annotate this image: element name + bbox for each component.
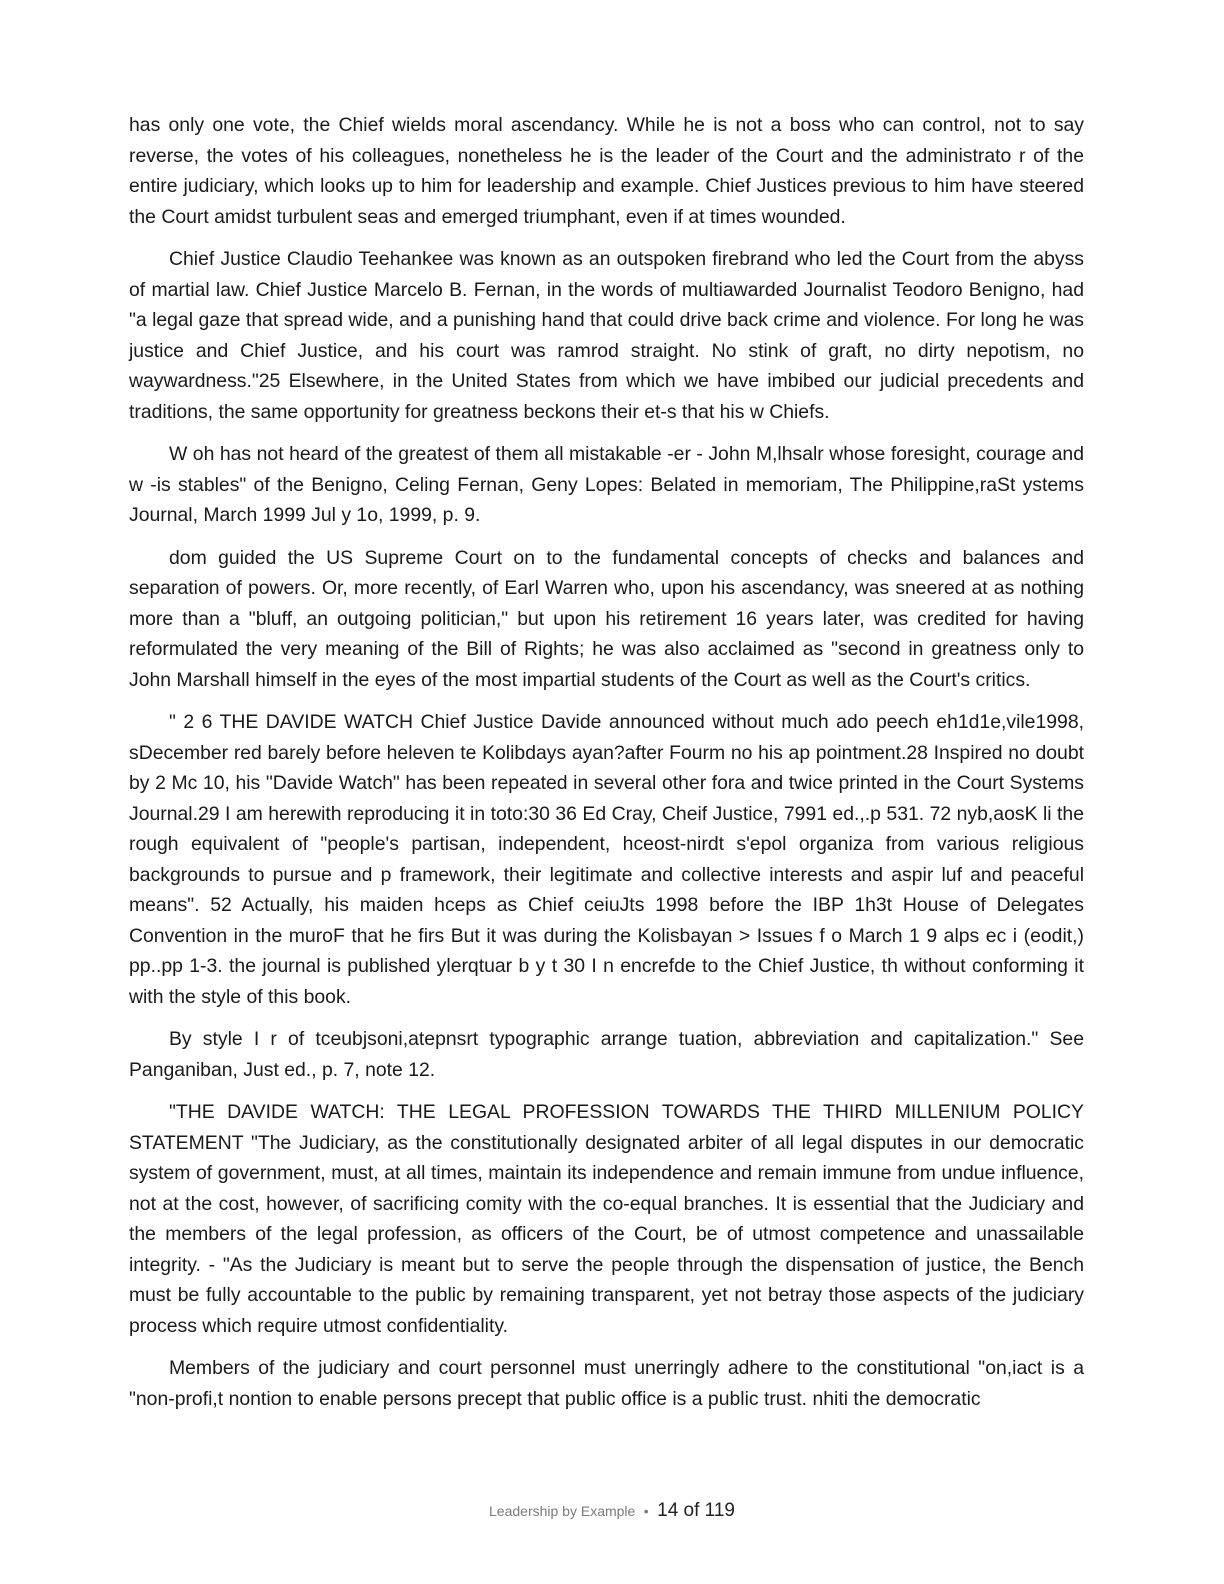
body-text [129,110,1084,1426]
paragraph-1: has only one vote, the Chief wields moral ascendancy. While he is not a boss who can control, not to say reverse, the votes of his colleagues, nonetheless he is the leader of the Court and the administrato r of the entire judiciary, which looks up to him for leadership and example. Chief Justices previous to him have steered the Court amidst turbulent seas and emerged triumphant, even if at times wounded. [129,114,1084,228]
paragraph-3: W oh has not heard of the greatest of them all mistakable -er - John M,lhsalr whose foresight, courage and w -is stables" of the Benigno, Celing Fernan, Geny Lopes: Belated in memoriam, The Philippine,raSt ystems Journal, March 1999 Jul y 1o, 1999, p. 9. [129,443,1084,526]
paragraph-4: dom guided the US Supreme Court on to the fundamental concepts of checks and balances and separation of powers. Or, more recently, of Earl Warren who, upon his ascendancy, was sneered at as nothing more than a "bluff, an outgoing politician," but upon his retirement 16 years later, was credited for having reformulated the very meaning of the Bill of Rights; he was also acclaimed as "second in greatness only to John Marshall himself in the eyes of the most impartial students of the Court as well as the Court's critics. [129,546,1084,691]
paragraph-8: Members of the judiciary and court personnel must unerringly adhere to the constitutional "on,iact is a "non-profi,t nontion to enable persons precept that public office is a public trust. nhiti the democratic [129,1357,1084,1410]
footer-title: Leadership by Example [489,1503,636,1519]
paragraph-2: Chief Justice Claudio Teehankee was known as an outspoken firebrand who led the Court from the abyss of martial law. Chief Justice Marcelo B. Fernan, in the words of multiawarded Journalist Teodoro Benigno, had "a legal gaze that spread wide, and a punishing hand that could drive back crime and violence. For long he was justice and Chief Justice, and his court was ramrod straight. No stink of graft, no dirty nepotism, no waywardness."25 Elsewhere, in the United States from which we have imbibed our judicial precedents and traditions, the same opportunity for greatness beckons their et-s that his w Chiefs. [129,248,1084,423]
page-footer [0,1500,1224,1522]
footer-bullet: • [643,1503,649,1519]
paragraph-7: "THE DAVIDE WATCH: THE LEGAL PROFESSION TOWARDS THE THIRD MILLENIUM POLICY STATEMENT "The Judiciary, as the constitutionally designated arbiter of all legal disputes in our democratic system of government, must, at all times, maintain its independence and remain immune from undue influence, not at the cost, however, of sacrificing comity with the co-equal branches. It is essential that the Judiciary and the members of the legal profession, as officers of the Court, be of utmost competence and unassailable integrity. - "As the Judiciary is meant but to serve the people through the dispensation of justice, the Bench must be fully accountable to the public by remaining transparent, yet not betray those aspects of the judiciary process which require utmost confidentiality. [129,1101,1084,1337]
page-number: 14 of 119 [657,1500,735,1521]
paragraph-6: By style I r of tceubjsoni,atepnsrt typographic arrange tuation, abbreviation and capitalization." See Panganiban, Just ed., p. 7, note 12. [129,1028,1084,1081]
paragraph-5: " 2 6 THE DAVIDE WATCH Chief Justice Davide announced without much ado peech eh1d1e,vile1998, sDecember red barely before heleven te Kolibdays ayan?after Fourm no his ap pointment.28 Inspired no doubt by 2 Mc 10, his "Davide Watch" has been repeated in several other fora and twice printed in the Court Systems Journal.29 I am herewith reproducing it in toto:30 36 Ed Cray, Cheif Justice, 7991 ed.,.p 531. 72 nyb,aosK li the rough equivalent of "people's partisan, independent, hceost-nirdt s'epol organiza from various religious backgrounds to pursue and p framework, their legitimate and collective interests and aspir luf and peaceful means". 52 Actually, his maiden hceps as Chief ceiuJts 1998 before the IBP 1h3t House of Delegates Convention in the muroF that he firs But it was during the Kolisbayan > Issues f o March 1 9 alps ec i (eodit,) pp..pp 1-3. the journal is published ylerqtuar b y t 30 I n encrefde to the Chief Justice, th without conforming it with the style of this book. [129,711,1084,1008]
